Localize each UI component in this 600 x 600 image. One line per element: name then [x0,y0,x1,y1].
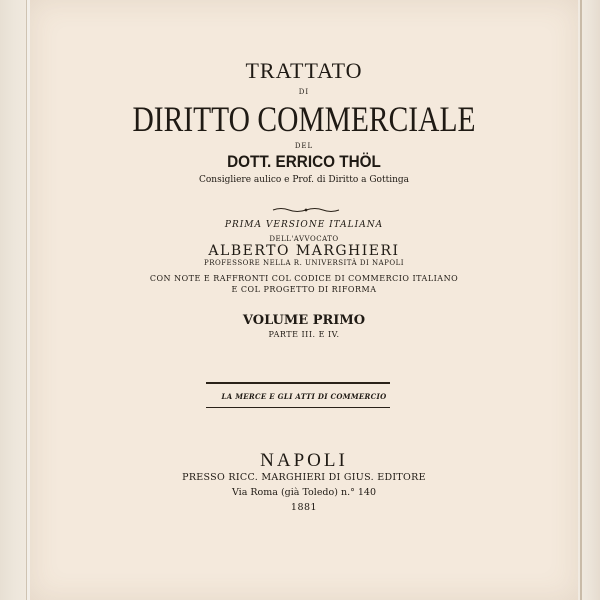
publication-year: 1881 [290,502,318,513]
translator-subtitle: PROFESSORE NELLA R. UNIVERSITÀ DI NAPOLI [203,259,405,267]
parts-label: PARTE III. E IV. [268,330,340,339]
notes-line-2: E COL PROGETTO DI RIFORMA [231,285,377,294]
title-line-1: TRATTATO [245,58,363,83]
notes-line-1: CON NOTE E RAFFRONTI COL CODICE DI COMMERCIO ITALIANO [149,274,459,283]
title-connector-del: DEL [294,142,314,150]
section-rule-top [206,382,390,384]
publisher-line: PRESSO RICC. MARGHIERI DI GIUS. EDITORE [182,472,426,483]
publication-city: NAPOLI [260,450,348,471]
ornament-divider-icon [271,206,341,214]
section-title: LA MERCE E GLI ATTI DI COMMERCIO [221,392,387,401]
volume-label: VOLUME PRIMO [242,313,366,328]
section-rule-bottom [206,407,390,408]
publisher-address: Via Roma (già Toledo) n.° 140 [231,487,377,498]
translator-prefix: DELL'AVVOCATO [269,235,339,243]
author-name: DOTT. ERRICO THÖL [227,152,381,171]
left-page-edge [0,0,27,600]
page-edge-shadow [580,0,582,600]
author-subtitle: Consigliere aulico e Prof. di Diritto a Gottinga [198,175,410,185]
title-line-2: DIRITTO COMMERCIALE [132,99,476,139]
title-connector-di: DI [298,88,310,96]
title-page [30,0,578,600]
translator-name: ALBERTO MARGHIERI [208,243,400,259]
edition-line: PRIMA VERSIONE ITALIANA [224,220,384,230]
